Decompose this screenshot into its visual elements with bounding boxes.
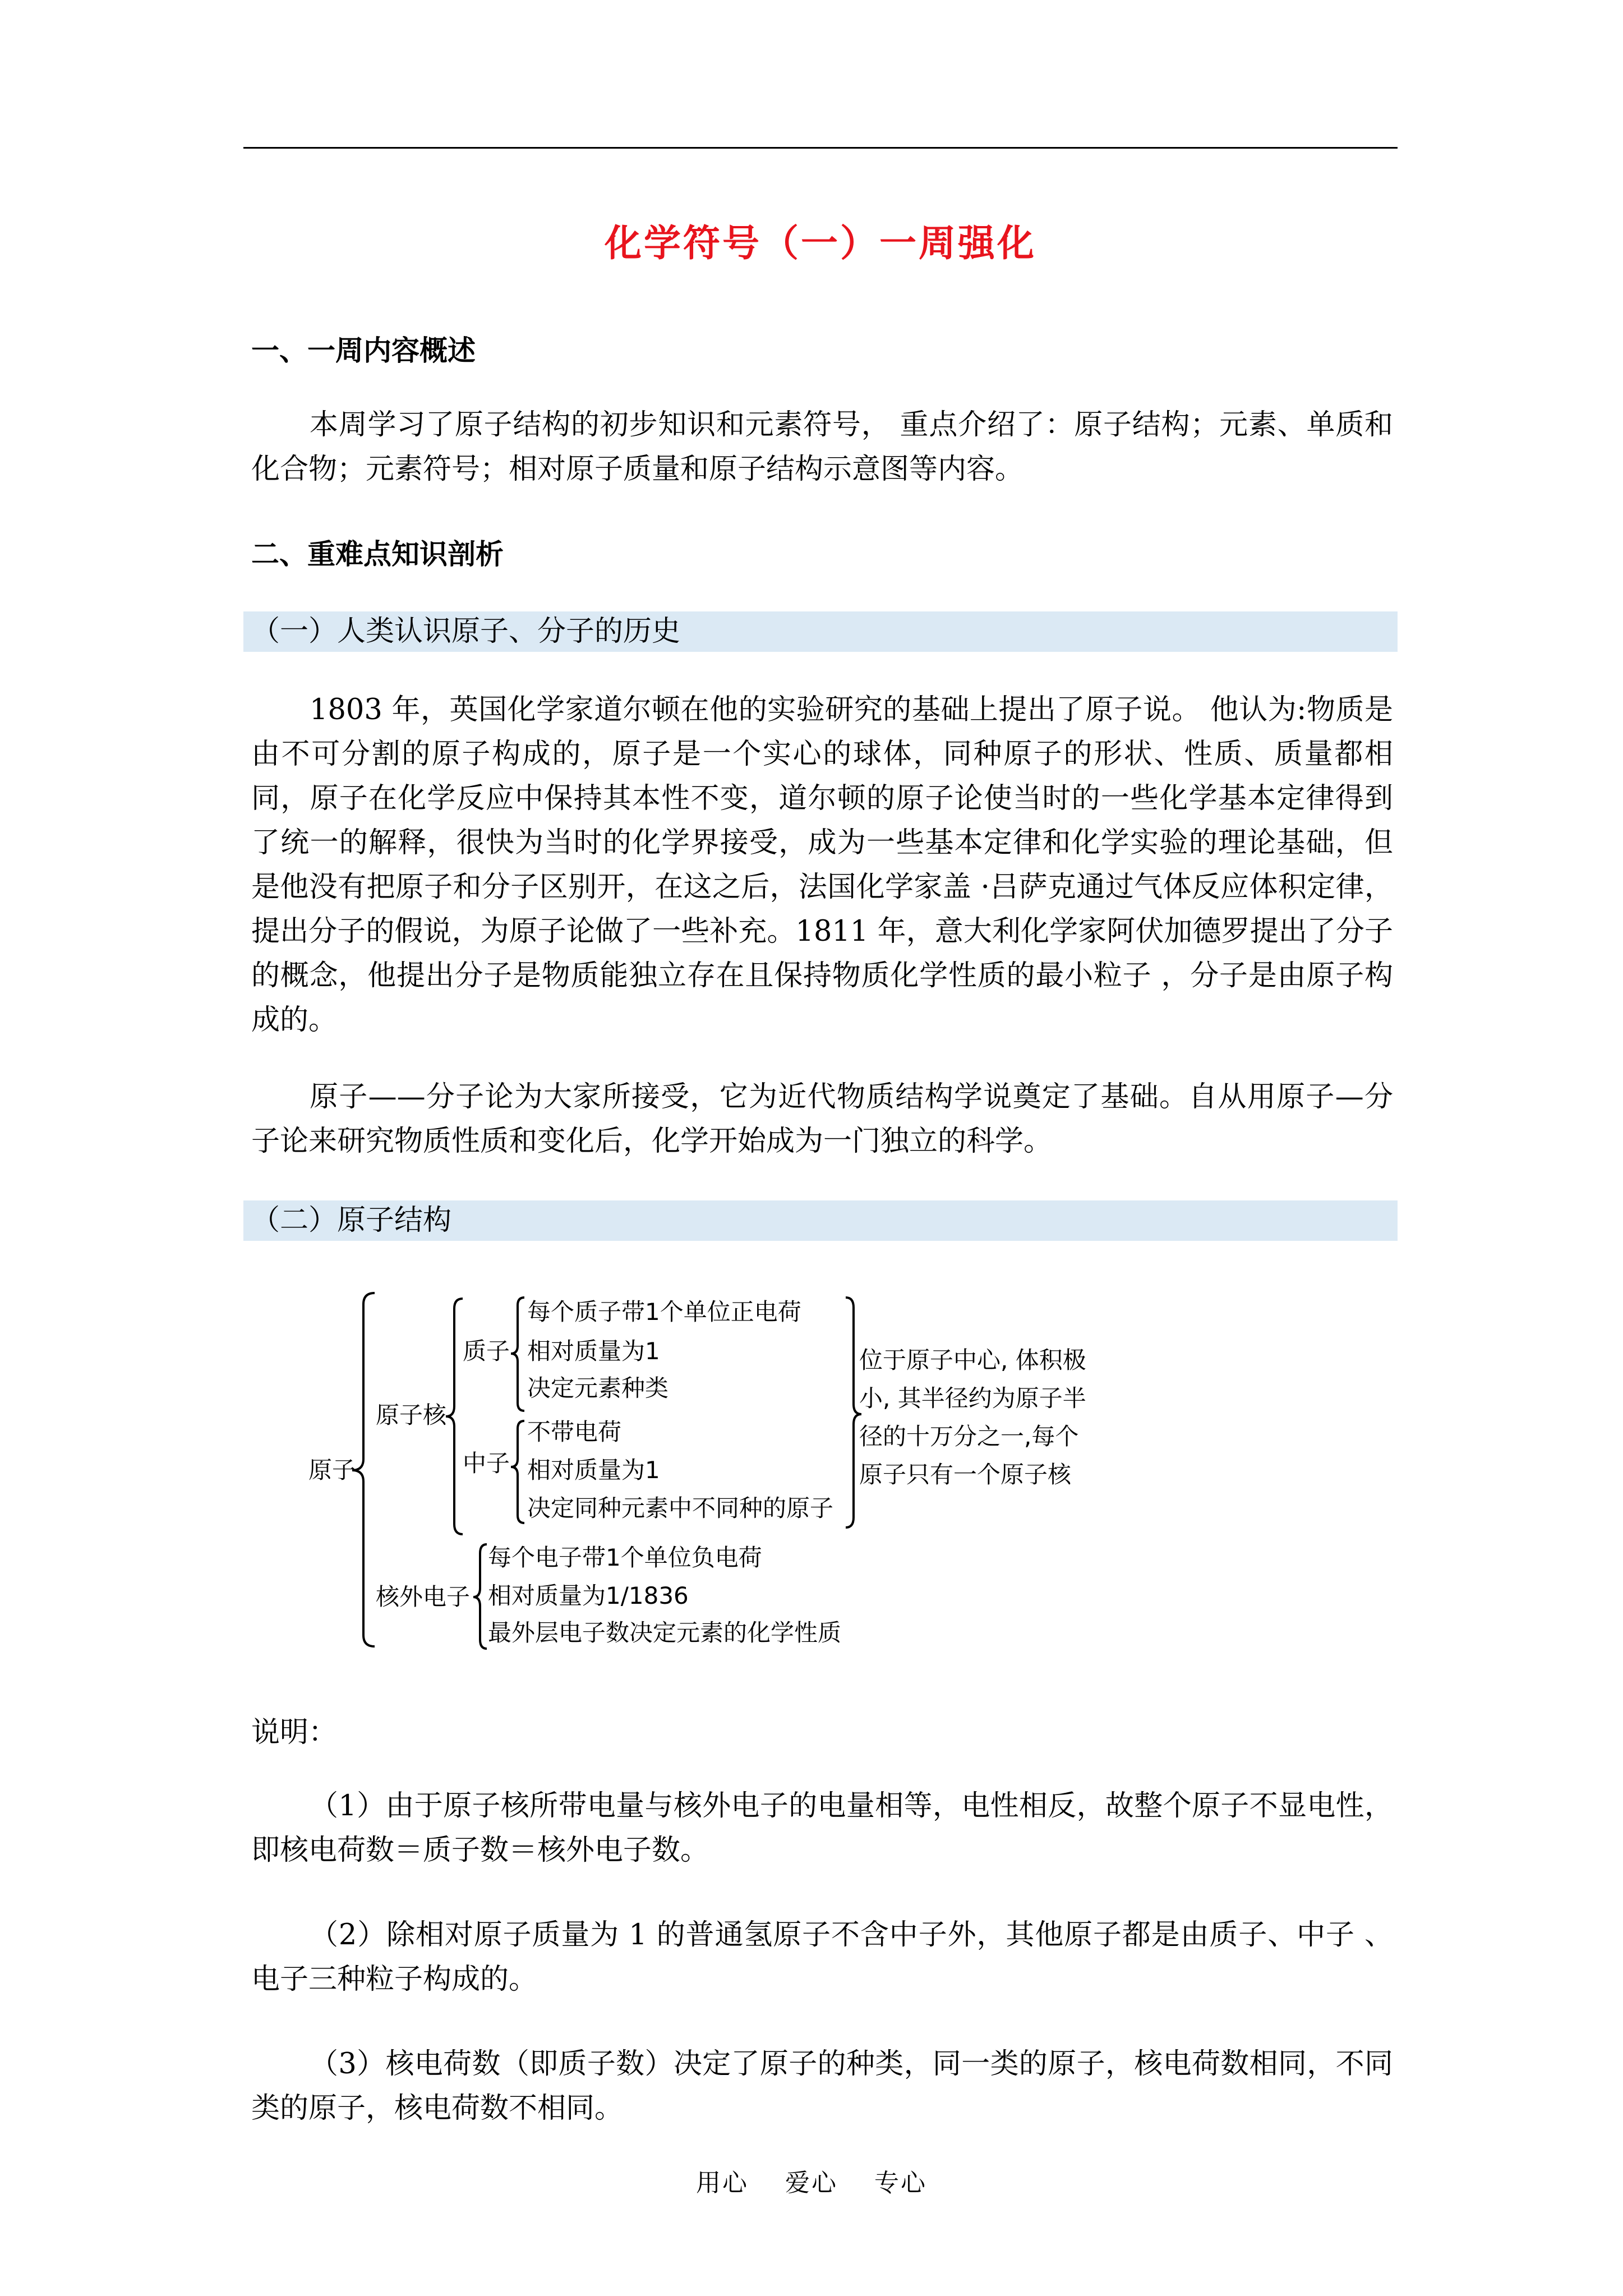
history-paragraph-2: 原子——分子论为大家所接受，它为近代物质结构学说奠定了基础。自从用原子—分子论来研究物质性质和变化后，化学开始成为一门独立的科学。 xyxy=(251,1080,1393,1158)
diagram-electron-label: 核外电子 xyxy=(376,1583,471,1611)
diagram-proton-label: 质子 xyxy=(463,1337,510,1365)
brace-nucleus xyxy=(446,1299,463,1534)
proton-item-3: 决定元素种类 xyxy=(527,1374,669,1402)
section-heading-analysis: 二、重难点知识剖析 xyxy=(251,537,504,570)
nucleus-note-line-4: 原子只有一个原子核 xyxy=(859,1461,1072,1488)
brace-electron xyxy=(473,1544,487,1649)
neutron-item-2: 相对质量为1 xyxy=(527,1456,660,1484)
notes-heading: 说明： xyxy=(251,1716,338,1749)
subsection-band-structure xyxy=(243,1200,1398,1241)
electron-item-1: 每个电子带1个单位负电荷 xyxy=(488,1544,762,1571)
header-rule xyxy=(243,147,1398,149)
page-title: 化学符号（一）一周强化 xyxy=(605,221,1036,265)
electron-item-2: 相对质量为1/1836 xyxy=(488,1582,689,1609)
electron-item-3: 最外层电子数决定元素的化学性质 xyxy=(488,1619,842,1646)
neutron-item-3: 决定同种元素中不同种的原子 xyxy=(527,1494,834,1522)
atom-structure-diagram xyxy=(292,1276,1166,1663)
diagram-neutron-label: 中子 xyxy=(463,1450,510,1477)
subsection-band-history xyxy=(243,611,1398,652)
brace-neutron xyxy=(511,1421,524,1523)
footer-word-1: 用心 xyxy=(696,2169,749,2197)
proton-item-2: 相对质量为1 xyxy=(527,1337,660,1365)
subsection-title-structure: （二）原子结构 xyxy=(251,1204,452,1237)
diagram-nucleus-label: 原子核 xyxy=(376,1401,447,1429)
page-footer xyxy=(0,2162,1623,2198)
nucleus-note-line-2: 小, 其半径约为原子半 xyxy=(859,1384,1086,1412)
note-item-1: （1）由于原子核所带电量与核外电子的电量相等，电性相反，故整个原子不显电性，即核电荷数＝质子数＝核外电子数。 xyxy=(251,1789,1393,1867)
note-item-3: （3）核电荷数（即质子数）决定了原子的种类，同一类的原子，核电荷数相同，不同类的原子，核电荷数不相同。 xyxy=(251,2047,1393,2125)
history-paragraph-1: 1803 年，英国化学家道尔顿在他的实验研究的基础上提出了原子说。 他认为:物质是由不可分割的原子构成的，原子是一个实心的球体，同种原子的形状、性质、质量都相同，原子在化学反应中保持其本性不变，道尔顿的原子论使当时的一些化学基本定律得到了统一的解释，很快为当时的化学界接受，成为一些基本定律和化学实验的理论基础，但是他没有把原子和分子区别开，在这之后，法国化学家盖 ·吕萨克通过气体反应体积定律，提出分子的假说，为原子论做了一些补充。1811 年，意大利化学家阿伏加德罗提出了分子的概念，他提出分子是物质能独立存在且保持物质化学性质的最小粒子 ，分子是由原子构成的。 xyxy=(251,693,1393,1037)
note-item-2: （2）除相对原子质量为 1 的普通氢原子不含中子外，其他原子都是由质子、中子 、电子三种粒子构成的。 xyxy=(251,1918,1393,1996)
section-heading-overview: 一、一周内容概述 xyxy=(251,334,476,367)
overview-paragraph: 本周学习了原子结构的初步知识和元素符号， 重点介绍了：原子结构；元素、单质和化合物；元素符号；相对原子质量和原子结构示意图等内容。 xyxy=(251,408,1393,486)
footer-word-2: 爱心 xyxy=(785,2169,838,2197)
footer-word-3: 专心 xyxy=(874,2169,927,2197)
brace-atom xyxy=(352,1293,375,1646)
nucleus-note-line-1: 位于原子中心, 体积极 xyxy=(859,1346,1086,1374)
nucleus-note-line-3: 径的十万分之一,每个 xyxy=(859,1423,1079,1450)
brace-nucleus-note xyxy=(846,1297,861,1527)
diagram-root-label: 原子 xyxy=(308,1456,356,1484)
neutron-item-1: 不带电荷 xyxy=(527,1418,622,1446)
proton-item-1: 每个质子带1个单位正电荷 xyxy=(527,1298,801,1326)
subsection-title-history: （一）人类认识原子、分子的历史 xyxy=(251,615,681,648)
brace-proton xyxy=(511,1297,524,1411)
